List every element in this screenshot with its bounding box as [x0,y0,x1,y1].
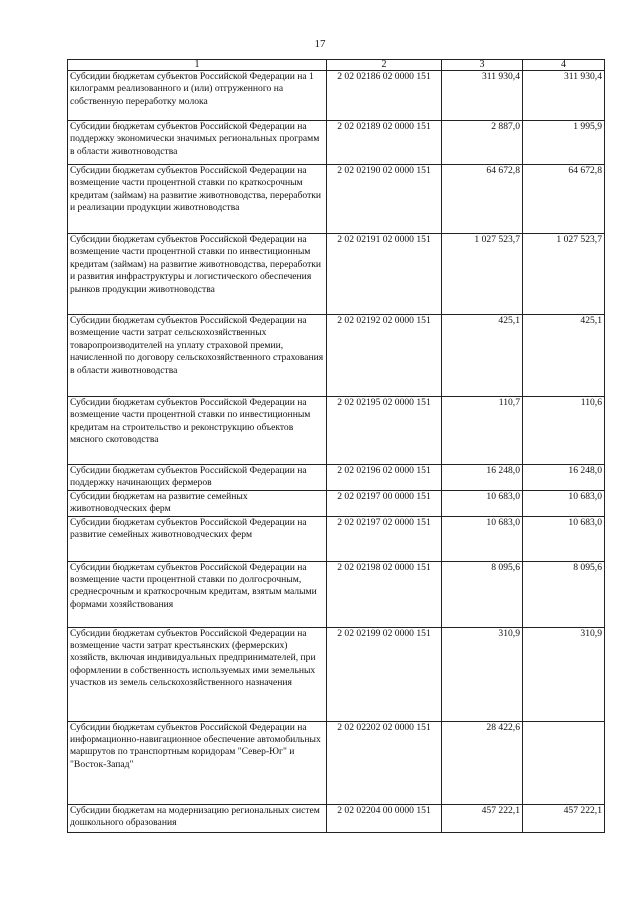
table-header-row [68,60,605,71]
row-code: 2 02 02199 02 0000 151 [327,627,442,721]
row-value-4: 310,9 [523,627,605,721]
row-value-3: 311 930,4 [442,71,523,121]
table-row [68,234,605,315]
column-header: 2 [327,60,442,71]
budget-table [67,59,605,833]
table-row [68,71,605,121]
row-value-4: 10 683,0 [523,490,605,516]
row-value-4: 425,1 [523,315,605,397]
table-row [68,490,605,516]
row-code: 2 02 02202 02 0000 151 [327,721,442,804]
row-code: 2 02 02189 02 0000 151 [327,121,442,165]
row-name: Субсидии бюджетам субъектов Российской Федерации на поддержку экономически значимых региональных программ в области животноводства [68,121,327,165]
table-row [68,397,605,465]
row-value-4: 1 995,9 [523,121,605,165]
row-value-4: 457 222,1 [523,804,605,832]
row-value-4: 311 930,4 [523,71,605,121]
row-name: Субсидии бюджетам субъектов Российской Федерации на развитие семейных животноводческих ферм [68,516,327,561]
row-value-3: 10 683,0 [442,490,523,516]
column-header: 4 [523,60,605,71]
page-number: 17 [314,38,326,50]
row-value-3: 28 422,6 [442,721,523,804]
row-value-3: 310,9 [442,627,523,721]
row-value-4: 110,6 [523,397,605,465]
row-value-4: 10 683,0 [523,516,605,561]
row-code: 2 02 02191 02 0000 151 [327,234,442,315]
table-row [68,315,605,397]
table-row [68,627,605,721]
table-row [68,516,605,561]
table-row [68,561,605,627]
row-name: Субсидии бюджетам субъектов Российской Федерации на возмещение части процентной ставки по краткосрочным кредитам (займам) на развитие животноводства, переработки и реализации продукции животноводства [68,165,327,234]
row-value-3: 457 222,1 [442,804,523,832]
row-code: 2 02 02196 02 0000 151 [327,465,442,491]
row-name: Субсидии бюджетам субъектов Российской Федерации на возмещение части затрат крестьянских (фермерских) хозяйств, включая индивидуальных предпринимателей, при оформлении в собственность используемых ими земельных участков из земель сельскохозяйственного назначения [68,627,327,721]
table-row [68,804,605,832]
row-value-4: 64 672,8 [523,165,605,234]
row-name: Субсидии бюджетам субъектов Российской Федерации на 1 килограмм реализованного и (или) отгруженного на собственную переработку молока [68,71,327,121]
table-row [68,121,605,165]
row-value-3: 64 672,8 [442,165,523,234]
row-value-3: 10 683,0 [442,516,523,561]
column-header: 3 [442,60,523,71]
row-value-4: 8 095,6 [523,561,605,627]
row-name: Субсидии бюджетам субъектов Российской Федерации на возмещение части процентной ставки по инвестиционным кредитам на строительство и реконструкцию объектов мясного скотоводства [68,397,327,465]
row-code: 2 02 02198 02 0000 151 [327,561,442,627]
row-name: Субсидии бюджетам субъектов Российской Федерации на поддержку начинающих фермеров [68,465,327,491]
row-code: 2 02 02197 02 0000 151 [327,516,442,561]
row-value-3: 110,7 [442,397,523,465]
row-code: 2 02 02190 02 0000 151 [327,165,442,234]
row-name: Субсидии бюджетам на модернизацию региональных систем дошкольного образования [68,804,327,832]
row-code: 2 02 02204 00 0000 151 [327,804,442,832]
row-value-4 [523,721,605,804]
table-row [68,721,605,804]
row-value-3: 2 887,0 [442,121,523,165]
row-value-3: 16 248,0 [442,465,523,491]
row-name: Субсидии бюджетам субъектов Российской Федерации на возмещение части процентной ставки по инвестиционным кредитам (займам) на развитие животноводства, переработки и развития инфраструктуры и логистического обеспечения рынков продукции животноводства [68,234,327,315]
row-value-3: 425,1 [442,315,523,397]
row-value-4: 16 248,0 [523,465,605,491]
row-name: Субсидии бюджетам на развитие семейных животноводческих ферм [68,490,327,516]
row-code: 2 02 02186 02 0000 151 [327,71,442,121]
row-name: Субсидии бюджетам субъектов Российской Федерации на возмещение части затрат сельскохозяйственных товаропроизводителей на уплату страховой премии, начисленной по договору сельскохозяйственного страхования в области животноводства [68,315,327,397]
row-value-4: 1 027 523,7 [523,234,605,315]
row-value-3: 1 027 523,7 [442,234,523,315]
row-code: 2 02 02195 02 0000 151 [327,397,442,465]
table-row [68,165,605,234]
row-name: Субсидии бюджетам субъектов Российской Федерации на информационно-навигационное обеспечение автомобильных маршрутов по транспортным коридорам "Север-Юг" и "Восток-Запад" [68,721,327,804]
row-code: 2 02 02192 02 0000 151 [327,315,442,397]
column-header: 1 [68,60,327,71]
row-value-3: 8 095,6 [442,561,523,627]
row-name: Субсидии бюджетам субъектов Российской Федерации на возмещение части процентной ставки по долгосрочным, среднесрочным и краткосрочным кредитам, взятым малыми формами хозяйствования [68,561,327,627]
table-row [68,465,605,491]
row-code: 2 02 02197 00 0000 151 [327,490,442,516]
